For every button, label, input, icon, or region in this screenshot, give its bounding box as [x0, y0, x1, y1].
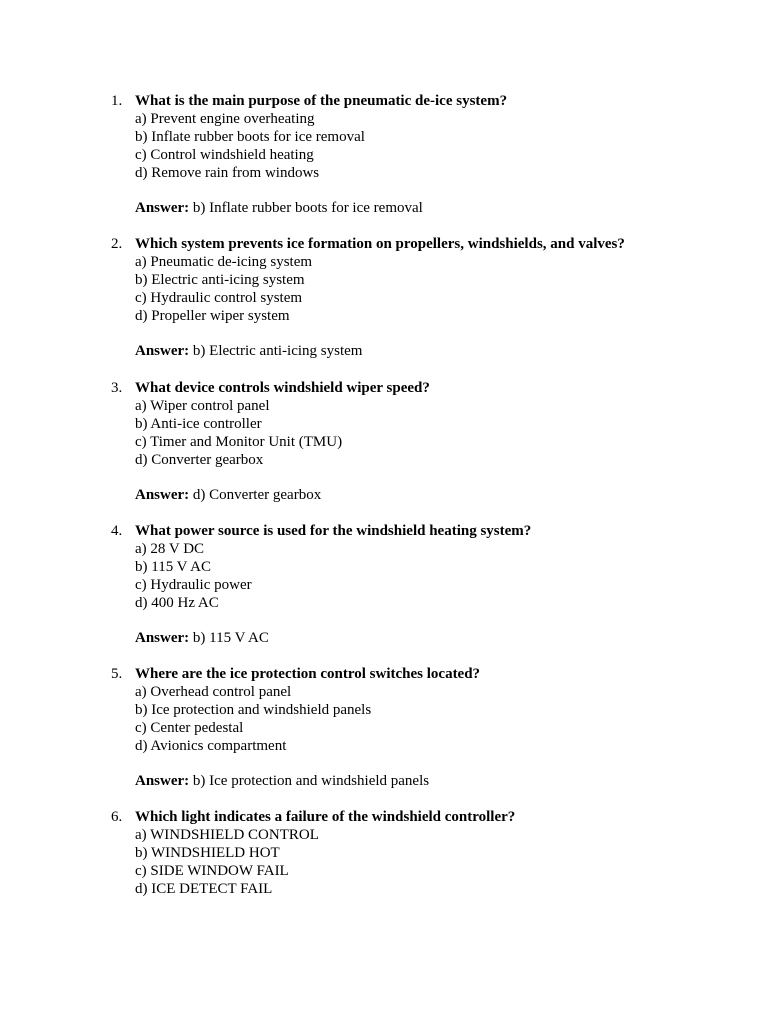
answer-label: Answer:	[135, 200, 190, 217]
question-1	[111, 93, 751, 218]
option-a: a) Overhead control panel	[135, 683, 292, 700]
question-number: 5.	[111, 666, 123, 682]
option-b: b) Anti-ice controller	[135, 415, 262, 432]
answer-label: Answer:	[135, 630, 190, 647]
option-d: d) 400 Hz AC	[135, 594, 219, 611]
question-3	[111, 380, 751, 505]
option-b: b) Electric anti-icing system	[135, 271, 305, 288]
option-c: c) Timer and Monitor Unit (TMU)	[135, 433, 343, 450]
answer-text: b) Inflate rubber boots for ice removal	[189, 200, 423, 217]
answer-label: Answer:	[135, 773, 190, 790]
question-5	[111, 666, 751, 791]
option-d: d) Converter gearbox	[135, 451, 264, 468]
question-heading	[111, 666, 751, 684]
answer-line	[111, 487, 751, 505]
option-b: b) Ice protection and windshield panels	[135, 701, 372, 718]
option-b: b) Inflate rubber boots for ice removal	[135, 128, 365, 145]
question-text: Where are the ice protection control switches located?	[135, 666, 481, 682]
question-heading	[111, 809, 751, 827]
option-c: c) Control windshield heating	[135, 146, 314, 163]
option-d: d) ICE DETECT FAIL	[135, 880, 273, 897]
option-a: a) WINDSHIELD CONTROL	[135, 826, 319, 843]
question-6	[111, 809, 751, 898]
question-heading	[111, 380, 751, 398]
answer-line	[111, 630, 751, 648]
question-text: Which system prevents ice formation on propellers, windshields, and valves?	[135, 236, 625, 252]
question-heading	[111, 523, 751, 541]
question-number: 1.	[111, 93, 123, 109]
answer-text: b) Electric anti-icing system	[189, 343, 363, 360]
option-c: c) SIDE WINDOW FAIL	[135, 862, 289, 879]
question-text: What device controls windshield wiper speed?	[135, 380, 430, 396]
option-d: d) Propeller wiper system	[135, 307, 290, 324]
question-number: 4.	[111, 523, 123, 539]
question-4	[111, 523, 751, 648]
question-text: What power source is used for the windshield heating system?	[135, 523, 532, 539]
option-c: c) Hydraulic power	[135, 576, 252, 593]
question-number: 6.	[111, 809, 123, 825]
option-b: b) 115 V AC	[135, 558, 211, 575]
question-heading	[111, 236, 751, 254]
question-2	[111, 236, 751, 361]
question-text: Which light indicates a failure of the windshield controller?	[135, 809, 516, 825]
option-a: a) 28 V DC	[135, 540, 205, 557]
answer-line	[111, 343, 751, 361]
answer-text: b) 115 V AC	[189, 630, 269, 647]
answer-line	[111, 200, 751, 218]
question-number: 2.	[111, 236, 123, 252]
question-text: What is the main purpose of the pneumatic de-ice system?	[135, 93, 508, 109]
question-heading	[111, 93, 751, 111]
answer-text: b) Ice protection and windshield panels	[189, 773, 430, 790]
question-number: 3.	[111, 380, 123, 396]
answer-text: d) Converter gearbox	[189, 487, 322, 504]
option-c: c) Center pedestal	[135, 719, 244, 736]
answer-label: Answer:	[135, 487, 190, 504]
option-b: b) WINDSHIELD HOT	[135, 844, 280, 861]
option-a: a) Wiper control panel	[135, 397, 270, 414]
option-d: d) Remove rain from windows	[135, 164, 320, 181]
answer-label: Answer:	[135, 343, 190, 360]
option-a: a) Pneumatic de-icing system	[135, 253, 313, 270]
option-a: a) Prevent engine overheating	[135, 110, 315, 127]
option-d: d) Avionics compartment	[135, 737, 287, 754]
answer-line	[111, 773, 751, 791]
option-c: c) Hydraulic control system	[135, 289, 303, 306]
